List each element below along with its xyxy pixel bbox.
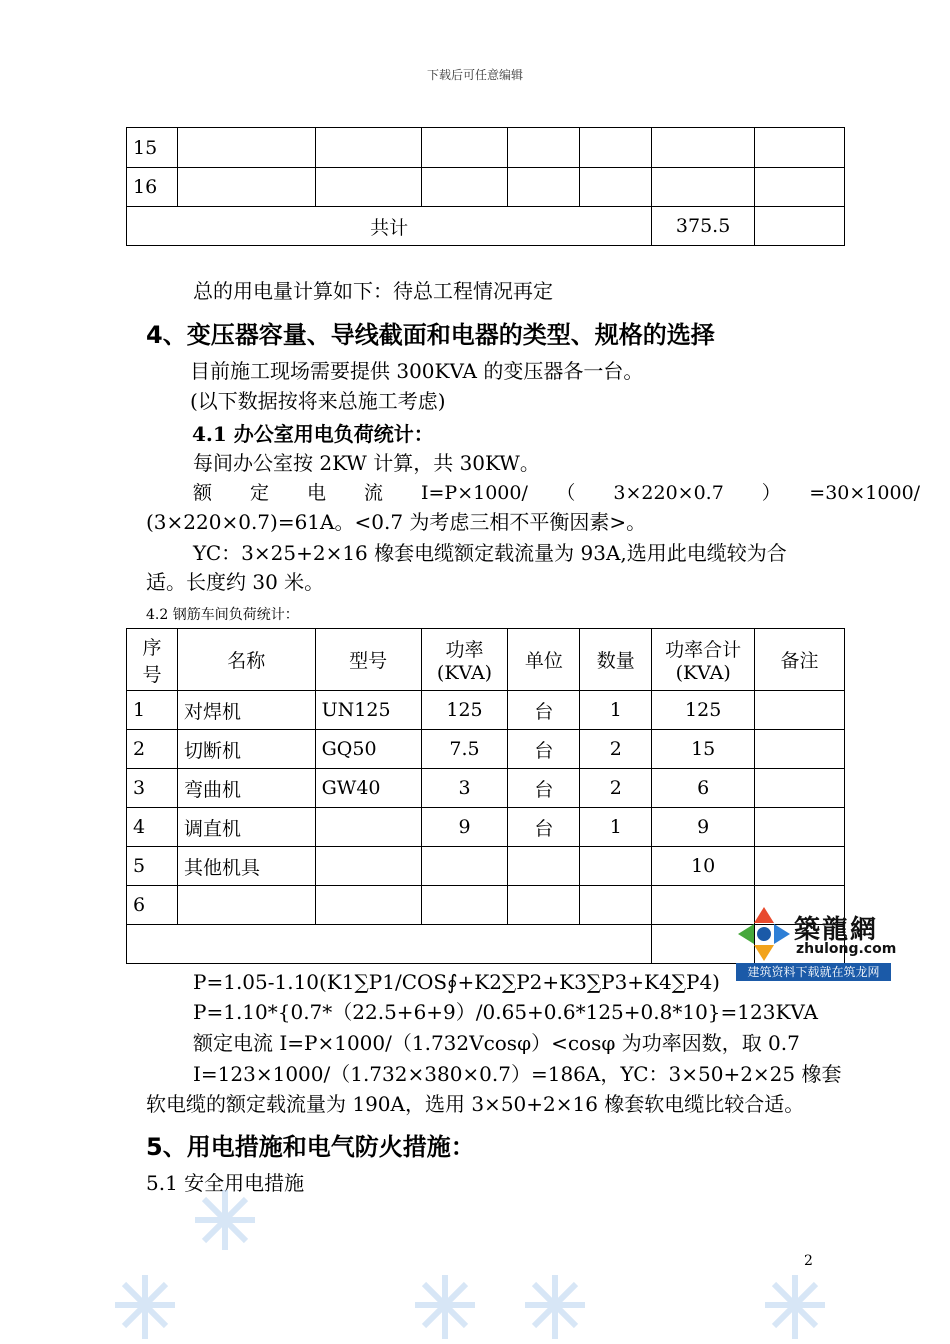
future-note: (以下数据按将来总施工考虑) (190, 389, 446, 413)
row-total: 9 (652, 808, 755, 847)
header-qty: 数量 (580, 629, 652, 691)
snowflake-watermark-icon (520, 1270, 590, 1344)
table-row (127, 168, 845, 207)
row-power: 125 (421, 691, 508, 730)
header-unit: 单位 (508, 629, 580, 691)
row-model (315, 847, 421, 886)
logo-slogan: 建筑资料下载就在筑龙网 (736, 963, 891, 981)
header-total: 功率合计 (KVA) (652, 629, 755, 691)
table-row (127, 847, 845, 886)
row-name (177, 886, 315, 925)
logo-name-cn: 築龍網 (794, 915, 879, 945)
row-qty (580, 847, 652, 886)
total-row (127, 207, 845, 246)
header-name: 名称 (177, 629, 315, 691)
section-5-heading: 5、用电措施和电气防火措施： (146, 1133, 475, 1161)
cable-text-line2: 适。长度约 30 米。 (146, 570, 325, 594)
row-number: 4 (127, 808, 178, 847)
cable-selection-text: 软电缆的额定载流量为 190A，选用 3×50+2×16 橡套软电缆比较合适。 (146, 1092, 805, 1116)
row-unit: 台 (508, 769, 580, 808)
header-note: 备注 (755, 629, 845, 691)
row-model: GQ50 (315, 730, 421, 769)
row-power (421, 886, 508, 925)
row-note (755, 691, 845, 730)
transformer-text: 目前施工现场需要提供 300KVA 的变压器各一台。 (190, 359, 644, 383)
formula-current-general: 额定电流 I=P×1000/（1.732Vcosφ）<cosφ 为功率因数，取 0.7 (193, 1031, 800, 1055)
section-4-2-heading: 4.2 钢筋车间负荷统计： (146, 607, 299, 623)
table-row (127, 128, 845, 168)
row-power: 7.5 (421, 730, 508, 769)
row-number: 16 (127, 168, 178, 207)
snowflake-logo-icon (736, 905, 792, 963)
logo-name-en: zhulong.com (796, 941, 897, 957)
total-calc-text: 总的用电量计算如下：待总工程情况再定 (193, 279, 553, 303)
row-number: 3 (127, 769, 178, 808)
current-formula-line2: (3×220×0.7)=61A。<0.7 为考虑三相不平衡因素>。 (146, 510, 647, 534)
row-total: 125 (652, 691, 755, 730)
page-number: 2 (804, 1253, 813, 1269)
cable-text-line1: YC：3×25+2×16 橡套电缆额定载流量为 93A,选用此电缆较为合 (193, 541, 787, 565)
row-power: 9 (421, 808, 508, 847)
row-qty: 2 (580, 730, 652, 769)
formula-current-value: I=123×1000/（1.732×380×0.7）=186A，YC：3×50+2×25 橡套 (193, 1062, 842, 1086)
table-row (127, 769, 845, 808)
table-row (127, 808, 845, 847)
snowflake-watermark-icon (190, 1185, 260, 1255)
row-name: 切断机 (177, 730, 315, 769)
row-model (315, 808, 421, 847)
row-power (421, 847, 508, 886)
row-name: 弯曲机 (177, 769, 315, 808)
section-4-heading: 4、变压器容量、导线截面和电器的类型、规格的选择 (146, 321, 715, 349)
row-name: 调直机 (177, 808, 315, 847)
row-total: 6 (652, 769, 755, 808)
row-power: 3 (421, 769, 508, 808)
row-note (755, 769, 845, 808)
row-number: 15 (127, 128, 178, 168)
row-unit (508, 886, 580, 925)
row-model: GW40 (315, 769, 421, 808)
formula-power-value: P=1.10*{0.7*（22.5+6+9）/0.65+0.6*125+0.8*10}=123KVA (193, 1000, 818, 1024)
snowflake-watermark-icon (110, 1270, 180, 1344)
row-note (755, 808, 845, 847)
header-power: 功率 (KVA) (421, 629, 508, 691)
row-qty (580, 886, 652, 925)
row-number: 1 (127, 691, 178, 730)
section-4-1-heading: 4.1 办公室用电负荷统计： (192, 422, 434, 446)
row-total: 10 (652, 847, 755, 886)
page-header: 下载后可任意编辑 (426, 68, 523, 82)
row-name: 对焊机 (177, 691, 315, 730)
row-qty: 1 (580, 808, 652, 847)
row-unit: 台 (508, 730, 580, 769)
row-name: 其他机具 (177, 847, 315, 886)
snowflake-watermark-icon (760, 1270, 830, 1344)
row-note (755, 847, 845, 886)
snowflake-watermark-icon (410, 1270, 480, 1344)
row-unit (508, 847, 580, 886)
row-unit: 台 (508, 691, 580, 730)
table-row (127, 691, 845, 730)
total-label: 共计 (127, 207, 652, 246)
header-no: 序号 (127, 629, 178, 691)
row-qty: 1 (580, 691, 652, 730)
total-value: 375.5 (652, 207, 755, 246)
row-number: 5 (127, 847, 178, 886)
row-total: 15 (652, 730, 755, 769)
row-number: 6 (127, 886, 178, 925)
row-unit: 台 (508, 808, 580, 847)
row-qty: 2 (580, 769, 652, 808)
table-row (127, 730, 845, 769)
section-5-1-heading: 5.1 安全用电措施 (146, 1171, 305, 1195)
row-model: UN125 (315, 691, 421, 730)
current-formula-line1: 额 定 电 流 I=P×1000/ （ 3×220×0.7 ） =30×1000/ (193, 482, 921, 504)
formula-power-general: P=1.05-1.10(K1∑P1/COS∮+K2∑P2+K3∑P3+K4∑P4) (193, 970, 720, 994)
office-load-text: 每间办公室按 2KW 计算，共 30KW。 (193, 451, 540, 475)
row-note (755, 730, 845, 769)
load-table-continued (126, 127, 845, 246)
header-model: 型号 (315, 629, 421, 691)
zhulong-watermark-logo (736, 905, 897, 981)
row-model (315, 886, 421, 925)
table-header-row (127, 629, 845, 691)
row-number: 2 (127, 730, 178, 769)
